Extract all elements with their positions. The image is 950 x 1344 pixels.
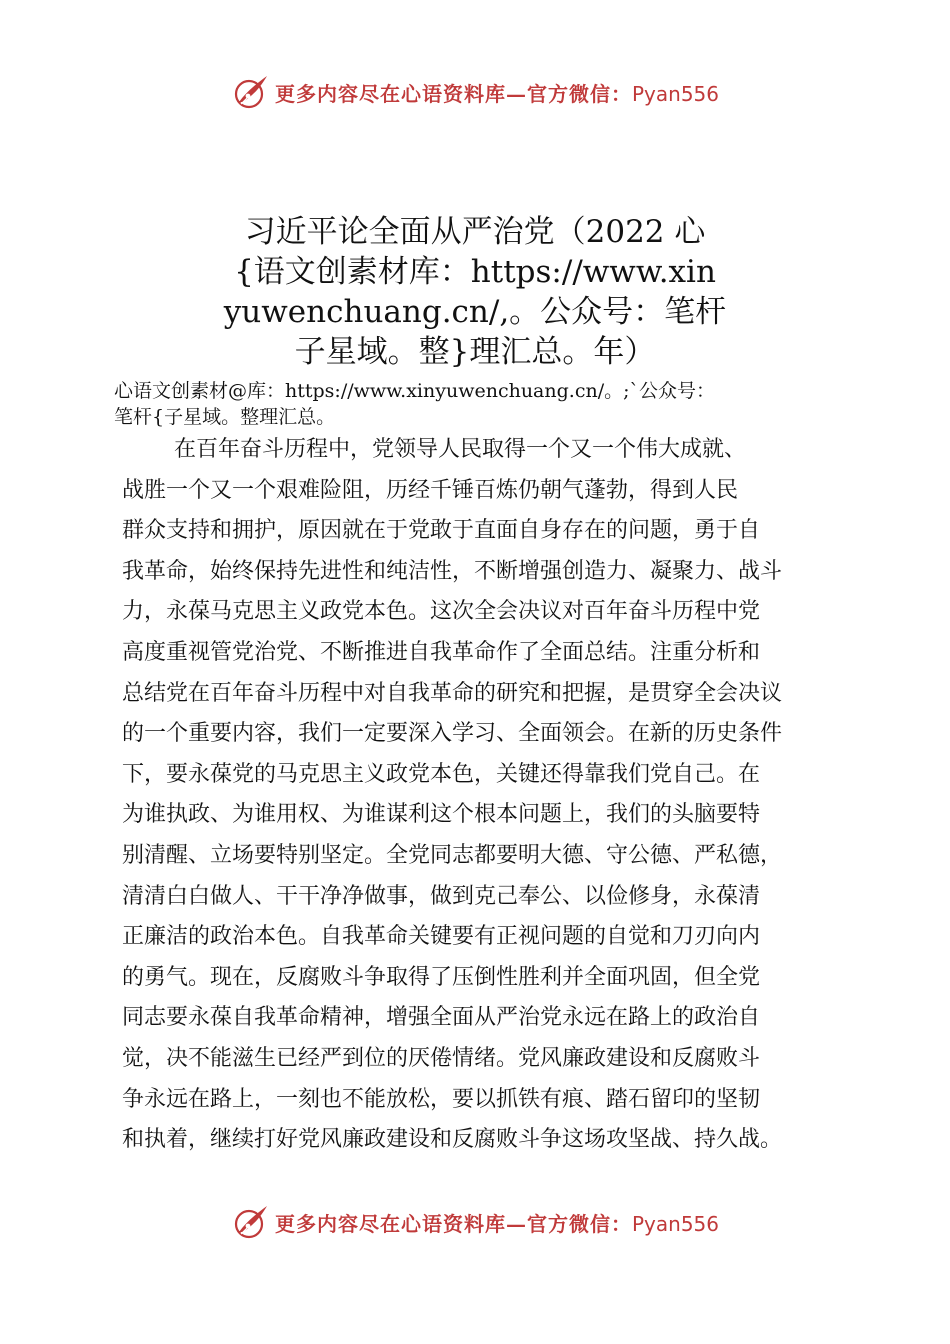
- body-paragraph: [122, 430, 842, 1161]
- footer-banner-wechat-id: Pyan556: [631, 1211, 719, 1236]
- source-line: 笔杆{子星域。整理汇总。: [114, 406, 336, 428]
- body-line: 正廉洁的政治本色。自我革命关键要有正视问题的自觉和刀刃向内: [122, 924, 761, 950]
- footer-banner: [0, 1198, 950, 1246]
- body-line: 的勇气。现在，反腐败斗争取得了压倒性胜利并全面巩固，但全党: [122, 964, 761, 990]
- body-line: 力，永葆马克思主义政党本色。这次全会决议对百年奋斗历程中党: [122, 599, 761, 625]
- body-line: 战胜一个又一个艰难险阻，历经千锤百炼仍朝气蓬勃，得到人民: [122, 477, 739, 503]
- body-line: 同志要永葆自我革命精神，增强全面从严治党永远在路上的政治自: [122, 1005, 761, 1031]
- header-banner-text: [275, 78, 719, 107]
- body-line: 别清醒、立场要特别坚定。全党同志都要明大德、守公德、严私德，: [122, 842, 783, 868]
- body-line: 和执着，继续打好党风廉政建设和反腐败斗争这场攻坚战、持久战。: [122, 1127, 783, 1153]
- title-line: 子星域。整}理汇总。年）: [294, 334, 656, 370]
- body-line: 总结党在百年奋斗历程中对自我革命的研究和把握，是贯穿全会决议: [122, 680, 783, 706]
- title-line: yuwenchuang.cn/,。公众号：笔杆: [223, 294, 727, 330]
- body-line: 我革命，始终保持先进性和纯洁性，不断增强创造力、凝聚力、战斗: [122, 558, 783, 584]
- body-line: 高度重视管党治党、不断推进自我革命作了全面总结。注重分析和: [122, 639, 761, 665]
- footer-banner-text: [275, 1208, 719, 1237]
- body-line: 下，要永葆党的马克思主义政党本色，关键还得靠我们党自己。在: [122, 761, 761, 787]
- body-line: 为谁执政、为谁用权、为谁谋利这个根本问题上，我们的头脑要特: [122, 802, 761, 828]
- source-note: [114, 378, 874, 430]
- quill-pen-logo-icon: [231, 1202, 271, 1242]
- body-line: 争永远在路上，一刻也不能放松，要以抓铁有痕、踏石留印的坚韧: [122, 1086, 761, 1112]
- footer-banner-text-cn: 更多内容尽在心语资料库—官方微信：: [274, 1211, 632, 1236]
- quill-pen-logo-icon: [231, 72, 271, 112]
- header-banner-wechat-id: Pyan556: [631, 81, 719, 106]
- document-title: [150, 212, 800, 372]
- body-line: 清清白白做人、干干净净做事，做到克己奉公、以俭修身，永葆清: [122, 883, 761, 909]
- title-line: 习近平论全面从严治党（2022 心: [244, 214, 706, 250]
- title-line: {语文创素材库：https://www.xin: [234, 254, 716, 290]
- body-line: 在百年奋斗历程中，党领导人民取得一个又一个伟大成就、: [174, 437, 747, 462]
- body-line: 的一个重要内容，我们一定要深入学习、全面领会。在新的历史条件: [122, 721, 783, 747]
- body-line: 群众支持和拥护，原因就在于党敢于直面自身存在的问题，勇于自: [122, 518, 761, 544]
- header-banner-text-cn: 更多内容尽在心语资料库—官方微信：: [274, 81, 632, 106]
- source-line: 心语文创素材@库：https://www.xinyuwenchuang.cn/。;`公众号：: [114, 380, 716, 402]
- header-banner: [0, 68, 950, 116]
- body-line: 觉，决不能滋生已经严到位的厌倦情绪。党风廉政建设和反腐败斗: [122, 1045, 761, 1071]
